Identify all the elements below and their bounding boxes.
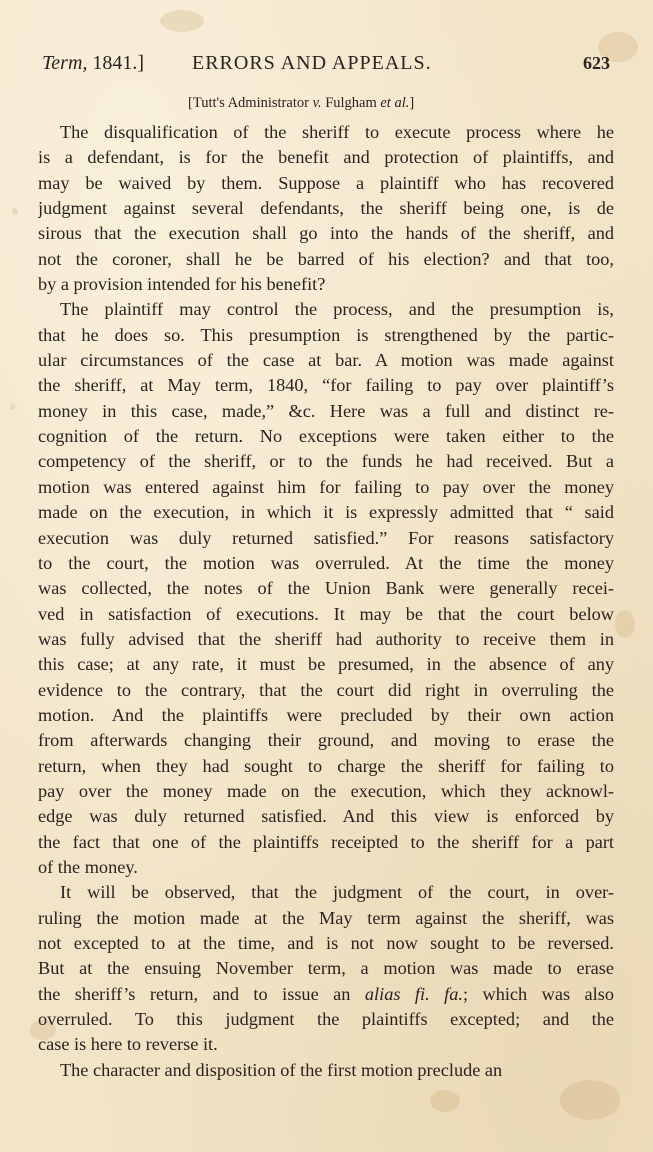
text-segment: ; which was also xyxy=(462,983,614,1004)
text-line: sirous that the execution shall go into the hands of the sheriff, and xyxy=(38,223,614,244)
text-line: evidence to the contrary, that the court did right in overruling the xyxy=(38,679,614,700)
text-line: of the money. xyxy=(38,856,138,877)
text-line: was collected, the notes of the Union Bank were generally recei- xyxy=(38,578,614,599)
running-header xyxy=(42,52,614,82)
section-title: ERRORS AND APPEALS. xyxy=(192,52,432,74)
text-line: ular circumstances of the case at bar. A motion was made against xyxy=(38,350,614,371)
text-line: overruled. To this judgment the plaintiffs excepted; and the xyxy=(38,1009,614,1030)
case-caption xyxy=(188,95,414,112)
text-line: cognition of the return. No exceptions were taken either to the xyxy=(38,426,614,447)
page-stain xyxy=(615,610,635,638)
text-line: judgment against several defendants, the sheriff being one, is de xyxy=(38,198,614,219)
text-line: that he does so. This presumption is strengthened by the partic- xyxy=(38,324,614,345)
text-line: made on the execution, in which it is expressly admitted that “ said xyxy=(38,502,614,523)
text-line: money in this case, made,” &c. Here was a full and distinct re- xyxy=(38,400,614,421)
italic-term-alias-fi-fa: alias fi. fa. xyxy=(364,983,463,1004)
page-stain xyxy=(560,1080,620,1120)
text-line: this case; at any rate, it must be presumed, in the absence of any xyxy=(38,654,614,675)
page-stain xyxy=(160,10,204,32)
text-line: motion. And the plaintiffs were precluded by their own action xyxy=(38,704,614,725)
page-stain xyxy=(430,1090,460,1112)
text-line: The character and disposition of the first motion preclude an xyxy=(60,1059,503,1080)
caption-versus: v. xyxy=(312,95,322,111)
text-line: may be waived by them. Suppose a plaintiff who has recovered xyxy=(38,172,614,193)
text-line: return, when they had sought to charge the sheriff for failing to xyxy=(38,755,614,776)
text-line: The plaintiff may control the process, and the presumption is, xyxy=(60,299,614,320)
text-line: by a provision intended for his benefit? xyxy=(38,274,326,295)
text-line: It will be observed, that the judgment of the court, in over- xyxy=(60,882,614,903)
text-line: the fact that one of the plaintiffs receipted to the sheriff for a part xyxy=(38,831,614,852)
text-line: case is here to reverse it. xyxy=(38,1034,218,1055)
page-stain xyxy=(12,208,18,215)
caption-party-two: Fulgham xyxy=(325,95,377,111)
page-number: 623 xyxy=(583,53,610,73)
text-line: But at the ensuing November term, a motion was made to erase xyxy=(38,958,614,979)
text-line: edge was duly returned satisfied. And this view is enforced by xyxy=(38,806,614,827)
page-stain xyxy=(10,404,15,410)
body-text xyxy=(38,120,614,1083)
text-line: is a defendant, is for the benefit and protection of plaintiffs, and xyxy=(38,147,614,168)
text-line: the sheriff, at May term, 1840, “for failing to pay over plaintiff’s xyxy=(38,375,614,396)
term-year: 1841.] xyxy=(92,52,145,74)
text-line: execution was duly returned satisfied.” For reasons satisfactory xyxy=(38,527,614,548)
caption-close-bracket: ] xyxy=(409,95,415,111)
term-word: Term, xyxy=(42,52,88,74)
text-line: ruling the motion made at the May term against the sheriff, was xyxy=(38,907,614,928)
text-line: pay over the money made on the execution, which they acknowl- xyxy=(38,780,614,801)
text-line: ved in satisfaction of executions. It may be that the court below xyxy=(38,603,614,624)
caption-et-al: et al. xyxy=(380,95,410,111)
text-line xyxy=(38,982,614,1007)
text-line: not the coroner, shall he be barred of his election? and that too, xyxy=(38,248,614,269)
term-label xyxy=(42,52,144,75)
text-line: The disqualification of the sheriff to execute process where he xyxy=(60,122,614,142)
text-line: competency of the sheriff, or to the funds he had received. But a xyxy=(38,451,614,472)
caption-open-bracket: [ xyxy=(188,95,193,111)
caption-party-one: Tutt's Administrator xyxy=(192,95,309,111)
text-line: from afterwards changing their ground, and moving to erase the xyxy=(38,730,614,751)
text-line: not excepted to at the time, and is not now sought to be reversed. xyxy=(38,933,614,953)
text-line: to the court, the motion was overruled. At the time the money xyxy=(38,552,614,573)
text-line: motion was entered against him for failing to pay over the money xyxy=(38,476,614,497)
text-segment: the sheriff’s return, and to issue an xyxy=(38,983,365,1004)
text-line: was fully advised that the sheriff had authority to receive them in xyxy=(38,628,614,649)
